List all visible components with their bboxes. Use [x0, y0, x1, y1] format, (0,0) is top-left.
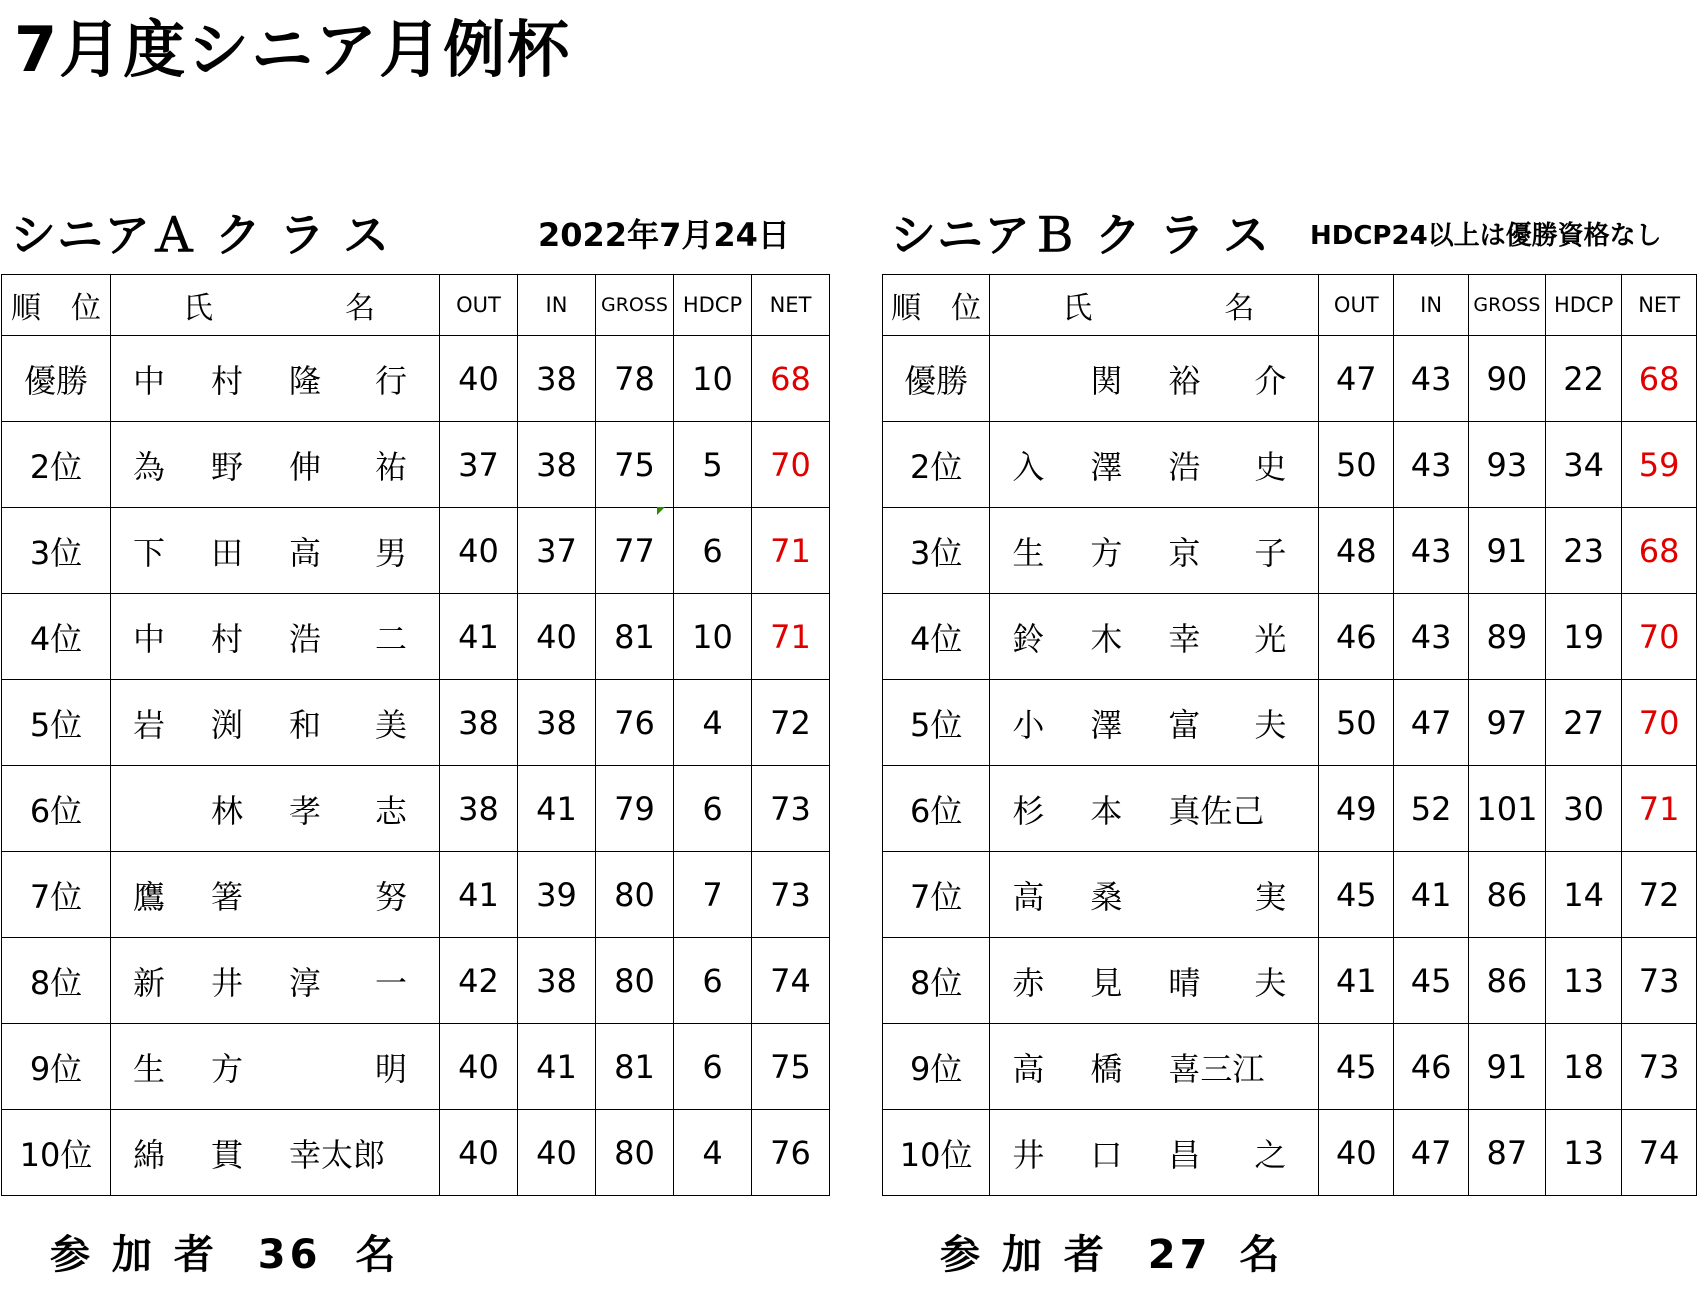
out-cell: 38 [440, 680, 518, 766]
hdcp-cell: 6 [674, 766, 752, 852]
name-part: 井 [1012, 1135, 1045, 1174]
col-gross-header: GROSS [596, 275, 674, 336]
name-part: 夫 [1254, 705, 1287, 744]
gross-cell: 81 [596, 1024, 674, 1110]
name-part: 鷹 [133, 877, 166, 916]
in-cell: 43 [1394, 594, 1469, 680]
name-part: 淳 [289, 963, 322, 1002]
name-part: 橋 [1090, 1049, 1123, 1088]
hdcp-cell: 22 [1545, 336, 1621, 422]
name-part: 伸 [289, 447, 322, 486]
gross-cell: 89 [1468, 594, 1545, 680]
hdcp-cell: 6 [674, 1024, 752, 1110]
name-part: 生 [1012, 533, 1045, 572]
rank-cell: 6位 [2, 766, 111, 852]
in-cell: 52 [1394, 766, 1469, 852]
gross-cell: 77 [596, 508, 674, 594]
in-cell: 38 [518, 336, 596, 422]
in-cell: 37 [518, 508, 596, 594]
out-cell: 48 [1319, 508, 1394, 594]
name-part: 箸 [211, 877, 244, 916]
name-part: 岩 [133, 705, 166, 744]
page-title: 7月度シニア月例杯 [14, 13, 572, 86]
class-a-title: シニアＡ ク ラ ス [10, 208, 391, 262]
net-cell: 73 [752, 766, 830, 852]
table-row [883, 852, 1697, 938]
rank-cell: 4位 [2, 594, 111, 680]
table-row [883, 766, 1697, 852]
rank-cell: 優勝 [2, 336, 111, 422]
rank-cell: 2位 [2, 422, 111, 508]
col-name-header [990, 275, 1319, 336]
hdcp-cell: 30 [1545, 766, 1621, 852]
net-cell: 68 [752, 336, 830, 422]
gross-cell: 80 [596, 1110, 674, 1196]
net-cell: 71 [752, 508, 830, 594]
out-cell: 46 [1319, 594, 1394, 680]
name-part: 昌 [1168, 1135, 1201, 1174]
name-part: 生 [133, 1049, 166, 1088]
name-part: 鈴 [1012, 619, 1045, 658]
name-part: 村 [211, 361, 244, 400]
gross-cell: 97 [1468, 680, 1545, 766]
name-part: 村 [211, 619, 244, 658]
hdcp-cell: 10 [674, 336, 752, 422]
hdcp-cell: 13 [1545, 1110, 1621, 1196]
hdcp-cell: 4 [674, 680, 752, 766]
name-part: 林 [211, 791, 244, 830]
gross-cell: 86 [1468, 938, 1545, 1024]
out-cell: 40 [1319, 1110, 1394, 1196]
hdcp-cell: 34 [1545, 422, 1621, 508]
rank-cell: 10位 [2, 1110, 111, 1196]
gross-cell: 75 [596, 422, 674, 508]
table-row [883, 508, 1697, 594]
name-part: 幸 [1168, 619, 1201, 658]
in-cell: 43 [1394, 336, 1469, 422]
name-part: 和 [289, 705, 322, 744]
name-part: 貫 [211, 1135, 244, 1174]
out-cell: 37 [440, 422, 518, 508]
name-part: 裕 [1168, 361, 1201, 400]
class-b-title: シニアＢ ク ラ ス [890, 208, 1271, 262]
name-part: 高 [289, 533, 322, 572]
hdcp-cell: 6 [674, 938, 752, 1024]
class-b-results-table [882, 274, 1697, 1196]
col-gross-header: GROSS [1468, 275, 1545, 336]
net-cell: 70 [1622, 594, 1697, 680]
table-row [2, 766, 830, 852]
rank-cell: 10位 [883, 1110, 990, 1196]
in-cell: 38 [518, 938, 596, 1024]
name-part: 澤 [1090, 705, 1123, 744]
name-part: 光 [1254, 619, 1287, 658]
hdcp-cell: 18 [1545, 1024, 1621, 1110]
rank-cell: 優勝 [883, 336, 990, 422]
net-cell: 73 [1622, 938, 1697, 1024]
rank-cell: 7位 [2, 852, 111, 938]
out-cell: 50 [1319, 422, 1394, 508]
in-cell: 41 [518, 1024, 596, 1110]
name-cell [990, 938, 1319, 1024]
table-row [883, 938, 1697, 1024]
rank-cell: 3位 [883, 508, 990, 594]
table-row [2, 508, 830, 594]
in-cell: 47 [1394, 680, 1469, 766]
rank-cell: 2位 [883, 422, 990, 508]
in-cell: 46 [1394, 1024, 1469, 1110]
gross-cell: 80 [596, 852, 674, 938]
event-date: 2022年7月24日 [538, 216, 790, 254]
hdcp-cell: 7 [674, 852, 752, 938]
class-a-rows [2, 336, 830, 1196]
in-cell: 47 [1394, 1110, 1469, 1196]
name-part: 新 [133, 963, 166, 1002]
name-part: 下 [133, 533, 166, 572]
name-part: 志 [375, 791, 408, 830]
out-cell: 41 [440, 852, 518, 938]
name-part: 子 [1254, 533, 1287, 572]
name-cell [111, 508, 440, 594]
name-part: 為 [133, 447, 166, 486]
hdcp-cell: 6 [674, 508, 752, 594]
net-cell: 72 [752, 680, 830, 766]
out-cell: 45 [1319, 852, 1394, 938]
name-part: 之 [1254, 1135, 1287, 1174]
out-cell: 49 [1319, 766, 1394, 852]
col-name-header-given: 氏 [1062, 291, 1093, 326]
name-part: 澤 [1090, 447, 1123, 486]
gross-cell: 81 [596, 594, 674, 680]
table-row [883, 680, 1697, 766]
name-part: 小 [1012, 705, 1045, 744]
in-cell: 40 [518, 594, 596, 680]
hdcp-cell: 19 [1545, 594, 1621, 680]
name-part: 中 [133, 619, 166, 658]
participants-label: 参 加 者 [940, 1232, 1108, 1278]
net-cell: 70 [1622, 680, 1697, 766]
in-cell: 38 [518, 422, 596, 508]
name-cell [990, 336, 1319, 422]
name-cell [111, 938, 440, 1024]
col-name-header-given: 氏 [183, 291, 213, 326]
table-row [2, 938, 830, 1024]
name-part: 史 [1254, 447, 1287, 486]
net-cell: 73 [752, 852, 830, 938]
name-part: 本 [1090, 791, 1123, 830]
out-cell: 40 [440, 508, 518, 594]
in-cell: 39 [518, 852, 596, 938]
name-part: 介 [1254, 361, 1287, 400]
net-cell: 74 [1622, 1110, 1697, 1196]
rank-cell: 9位 [2, 1024, 111, 1110]
rank-cell: 6位 [883, 766, 990, 852]
net-cell: 71 [752, 594, 830, 680]
name-part: 浩 [289, 619, 322, 658]
name-part: 口 [1090, 1135, 1123, 1174]
rank-cell: 8位 [883, 938, 990, 1024]
in-cell: 45 [1394, 938, 1469, 1024]
name-cell [990, 766, 1319, 852]
table-row [2, 422, 830, 508]
out-cell: 40 [440, 336, 518, 422]
net-cell: 70 [752, 422, 830, 508]
col-hdcp-header: HDCP [674, 275, 752, 336]
hdcp-cell: 5 [674, 422, 752, 508]
name-part: 美 [375, 705, 408, 744]
gross-cell: 91 [1468, 508, 1545, 594]
name-part: 方 [211, 1049, 244, 1088]
name-part: 喜三江 [1168, 1049, 1265, 1088]
name-part: 二 [375, 619, 408, 658]
hdcp-cell: 10 [674, 594, 752, 680]
col-out-header: OUT [440, 275, 518, 336]
hdcp-cell: 14 [1545, 852, 1621, 938]
gross-cell: 91 [1468, 1024, 1545, 1110]
col-rank-header: 順 位 [2, 275, 111, 336]
col-name-header-family: 名 [1224, 291, 1255, 326]
net-cell: 71 [1622, 766, 1697, 852]
gross-cell: 76 [596, 680, 674, 766]
participants-label: 参 加 者 [50, 1232, 218, 1278]
gross-cell: 87 [1468, 1110, 1545, 1196]
name-cell [990, 852, 1319, 938]
hdcp-eligibility-note: HDCP24以上は優勝資格なし [1310, 221, 1662, 251]
out-cell: 40 [440, 1024, 518, 1110]
name-part: 杉 [1012, 791, 1045, 830]
name-cell [990, 1024, 1319, 1110]
net-cell: 76 [752, 1110, 830, 1196]
table-row [883, 1024, 1697, 1110]
name-cell [111, 1024, 440, 1110]
name-part: 京 [1168, 533, 1201, 572]
in-cell: 43 [1394, 422, 1469, 508]
name-part: 明 [375, 1049, 408, 1088]
name-part [1012, 356, 1090, 402]
net-cell: 73 [1622, 1024, 1697, 1110]
name-part: 一 [375, 963, 408, 1002]
name-part: 浩 [1168, 447, 1201, 486]
name-part: 行 [375, 361, 408, 400]
rank-cell: 9位 [883, 1024, 990, 1110]
name-part: 渕 [211, 705, 244, 744]
gross-cell: 86 [1468, 852, 1545, 938]
out-cell: 41 [1319, 938, 1394, 1024]
name-part [133, 786, 211, 832]
name-part: 高 [1012, 877, 1045, 916]
name-part: 晴 [1168, 963, 1201, 1002]
table-row [2, 852, 830, 938]
name-part: 綿 [133, 1135, 166, 1174]
name-cell [111, 1110, 440, 1196]
col-net-header: NET [752, 275, 830, 336]
gross-cell: 90 [1468, 336, 1545, 422]
net-cell: 74 [752, 938, 830, 1024]
gross-cell: 93 [1468, 422, 1545, 508]
name-part: 入 [1012, 447, 1045, 486]
name-part: 方 [1090, 533, 1123, 572]
name-part: 祐 [375, 447, 408, 486]
col-out-header: OUT [1319, 275, 1394, 336]
name-part: 見 [1090, 963, 1123, 1002]
col-name-header [111, 275, 440, 336]
table-row [883, 422, 1697, 508]
participants-unit: 名 [355, 1232, 400, 1278]
name-cell [990, 422, 1319, 508]
in-cell: 43 [1394, 508, 1469, 594]
out-cell: 42 [440, 938, 518, 1024]
name-part: 男 [375, 533, 408, 572]
hdcp-cell: 27 [1545, 680, 1621, 766]
name-cell [111, 852, 440, 938]
class-a-participants [50, 1228, 399, 1282]
table-row [2, 336, 830, 422]
name-cell [111, 594, 440, 680]
name-cell [990, 680, 1319, 766]
name-part: 木 [1090, 619, 1123, 658]
name-part: 真佐己 [1168, 791, 1265, 830]
name-part: 夫 [1254, 963, 1287, 1002]
net-cell: 59 [1622, 422, 1697, 508]
table-row [2, 680, 830, 766]
table-row [883, 1110, 1697, 1196]
col-hdcp-header: HDCP [1545, 275, 1621, 336]
col-in-header: IN [518, 275, 596, 336]
name-cell [990, 508, 1319, 594]
class-a-results-table [1, 274, 830, 1196]
participants-count: 27 [1147, 1232, 1212, 1278]
out-cell: 50 [1319, 680, 1394, 766]
rank-cell: 3位 [2, 508, 111, 594]
name-part: 井 [211, 963, 244, 1002]
name-cell [111, 422, 440, 508]
rank-cell: 4位 [883, 594, 990, 680]
col-rank-header: 順 位 [883, 275, 990, 336]
name-part: 幸太郎 [289, 1135, 386, 1174]
table-row [2, 1024, 830, 1110]
name-cell [990, 594, 1319, 680]
in-cell: 38 [518, 680, 596, 766]
hdcp-cell: 13 [1545, 938, 1621, 1024]
out-cell: 45 [1319, 1024, 1394, 1110]
hdcp-cell: 23 [1545, 508, 1621, 594]
table-row [2, 594, 830, 680]
name-cell [111, 680, 440, 766]
name-part: 野 [211, 447, 244, 486]
in-cell: 41 [518, 766, 596, 852]
in-cell: 41 [1394, 852, 1469, 938]
header-row [2, 275, 830, 336]
class-b-participants [940, 1228, 1283, 1282]
col-net-header: NET [1622, 275, 1697, 336]
name-part: 中 [133, 361, 166, 400]
name-part: 努 [375, 877, 408, 916]
out-cell: 38 [440, 766, 518, 852]
net-cell: 68 [1622, 336, 1697, 422]
out-cell: 41 [440, 594, 518, 680]
net-cell: 68 [1622, 508, 1697, 594]
net-cell: 72 [1622, 852, 1697, 938]
in-cell: 40 [518, 1110, 596, 1196]
name-part: 孝 [289, 791, 322, 830]
col-in-header: IN [1394, 275, 1469, 336]
table-row [883, 336, 1697, 422]
rank-cell: 5位 [883, 680, 990, 766]
name-cell [990, 1110, 1319, 1196]
name-part: 隆 [289, 361, 322, 400]
rank-cell: 7位 [883, 852, 990, 938]
hdcp-cell: 4 [674, 1110, 752, 1196]
name-part: 高 [1012, 1049, 1045, 1088]
table-row [883, 594, 1697, 680]
name-part: 赤 [1012, 963, 1045, 1002]
gross-cell: 79 [596, 766, 674, 852]
rank-cell: 5位 [2, 680, 111, 766]
name-cell [111, 766, 440, 852]
rank-cell: 8位 [2, 938, 111, 1024]
out-cell: 40 [440, 1110, 518, 1196]
gross-cell: 78 [596, 336, 674, 422]
participants-unit: 名 [1239, 1232, 1284, 1278]
name-part: 実 [1254, 877, 1287, 916]
net-cell: 75 [752, 1024, 830, 1110]
name-cell [111, 336, 440, 422]
header-row [883, 275, 1697, 336]
participants-count: 36 [257, 1232, 322, 1278]
name-part: 桑 [1090, 877, 1123, 916]
gross-cell: 101 [1468, 766, 1545, 852]
out-cell: 47 [1319, 336, 1394, 422]
name-part: 田 [211, 533, 244, 572]
table-row [2, 1110, 830, 1196]
name-part: 富 [1168, 705, 1201, 744]
name-part: 関 [1090, 361, 1123, 400]
col-name-header-family: 名 [345, 291, 375, 326]
class-b-rows [883, 336, 1697, 1196]
gross-cell: 80 [596, 938, 674, 1024]
